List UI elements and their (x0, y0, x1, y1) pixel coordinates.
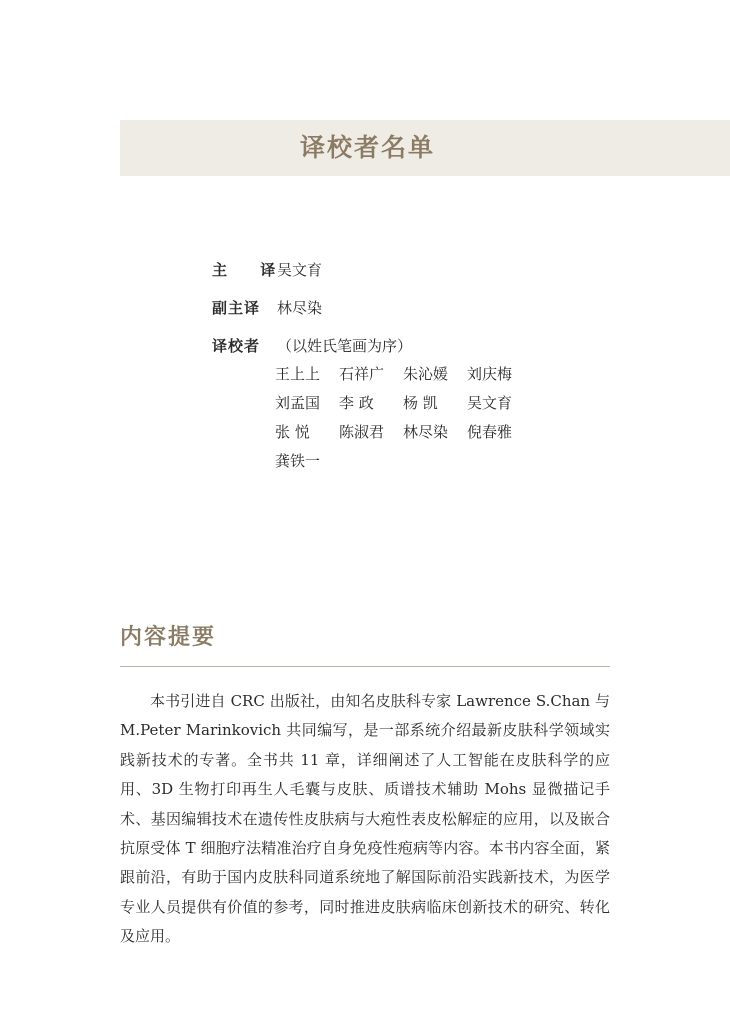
translator-member: 朱沁媛 (403, 365, 449, 383)
summary-paragraph: 本书引进自 CRC 出版社，由知名皮肤科专家 Lawrence S.Chan 与 M.Peter Marinkovich 共同编写，是一部系统介绍最新皮肤科学领域实践新技术的专著。全书共 11 章，详细阐述了人工智能在皮肤科学的应用、3D 生物打印再生人毛囊与皮肤、质谱技术辅助 Mohs 显微描记手术、基因编辑技术在遗传性皮肤病与大疱性表皮松解症的应用，以及嵌合抗原受体 T 细胞疗法精准治疗自身免疫性疱病等内容。本书内容全面，紧跟前沿，有助于国内皮肤科同道系统地了解国际前沿实践新技术，为医学专业人员提供有价值的参考，同时推进皮肤病临床创新技术的研究、转化及应用。 (120, 692, 610, 946)
title-band (120, 120, 730, 176)
chief-translator-name: 吴文育 (277, 261, 323, 279)
credit-row-deputy-chief-translator (212, 294, 632, 322)
role-label-translators: 译校者 (212, 337, 261, 355)
role-label-deputy-chief-translator: 副主译 (212, 299, 261, 317)
credit-row-translators (212, 332, 632, 360)
translator-member: 刘孟国 (275, 394, 321, 412)
translator-member: 李 政 (339, 394, 374, 412)
translator-member: 刘庆梅 (467, 365, 513, 383)
translators-order-note: （以姓氏笔画为序） (277, 337, 413, 355)
translator-member: 林尽染 (403, 423, 449, 441)
page-title: 译校者名单 (300, 133, 436, 162)
translator-member: 倪春雅 (467, 423, 513, 441)
translator-member: 陈淑君 (339, 423, 385, 441)
translator-member: 张 悦 (275, 423, 310, 441)
credit-row-chief-translator (212, 256, 632, 284)
summary-divider (120, 666, 610, 667)
translator-member: 杨 凯 (403, 394, 438, 412)
translator-member: 王上上 (275, 365, 321, 383)
translator-member: 石祥广 (339, 365, 385, 383)
translator-member-grid (275, 360, 531, 476)
role-label-chief-translator: 主 译 (212, 261, 290, 279)
deputy-chief-translator-name: 林尽染 (277, 299, 323, 317)
translator-member: 吴文育 (467, 394, 513, 412)
credits-list (212, 256, 632, 470)
translator-member: 龚铁一 (275, 452, 321, 470)
summary-heading: 内容提要 (120, 625, 217, 650)
